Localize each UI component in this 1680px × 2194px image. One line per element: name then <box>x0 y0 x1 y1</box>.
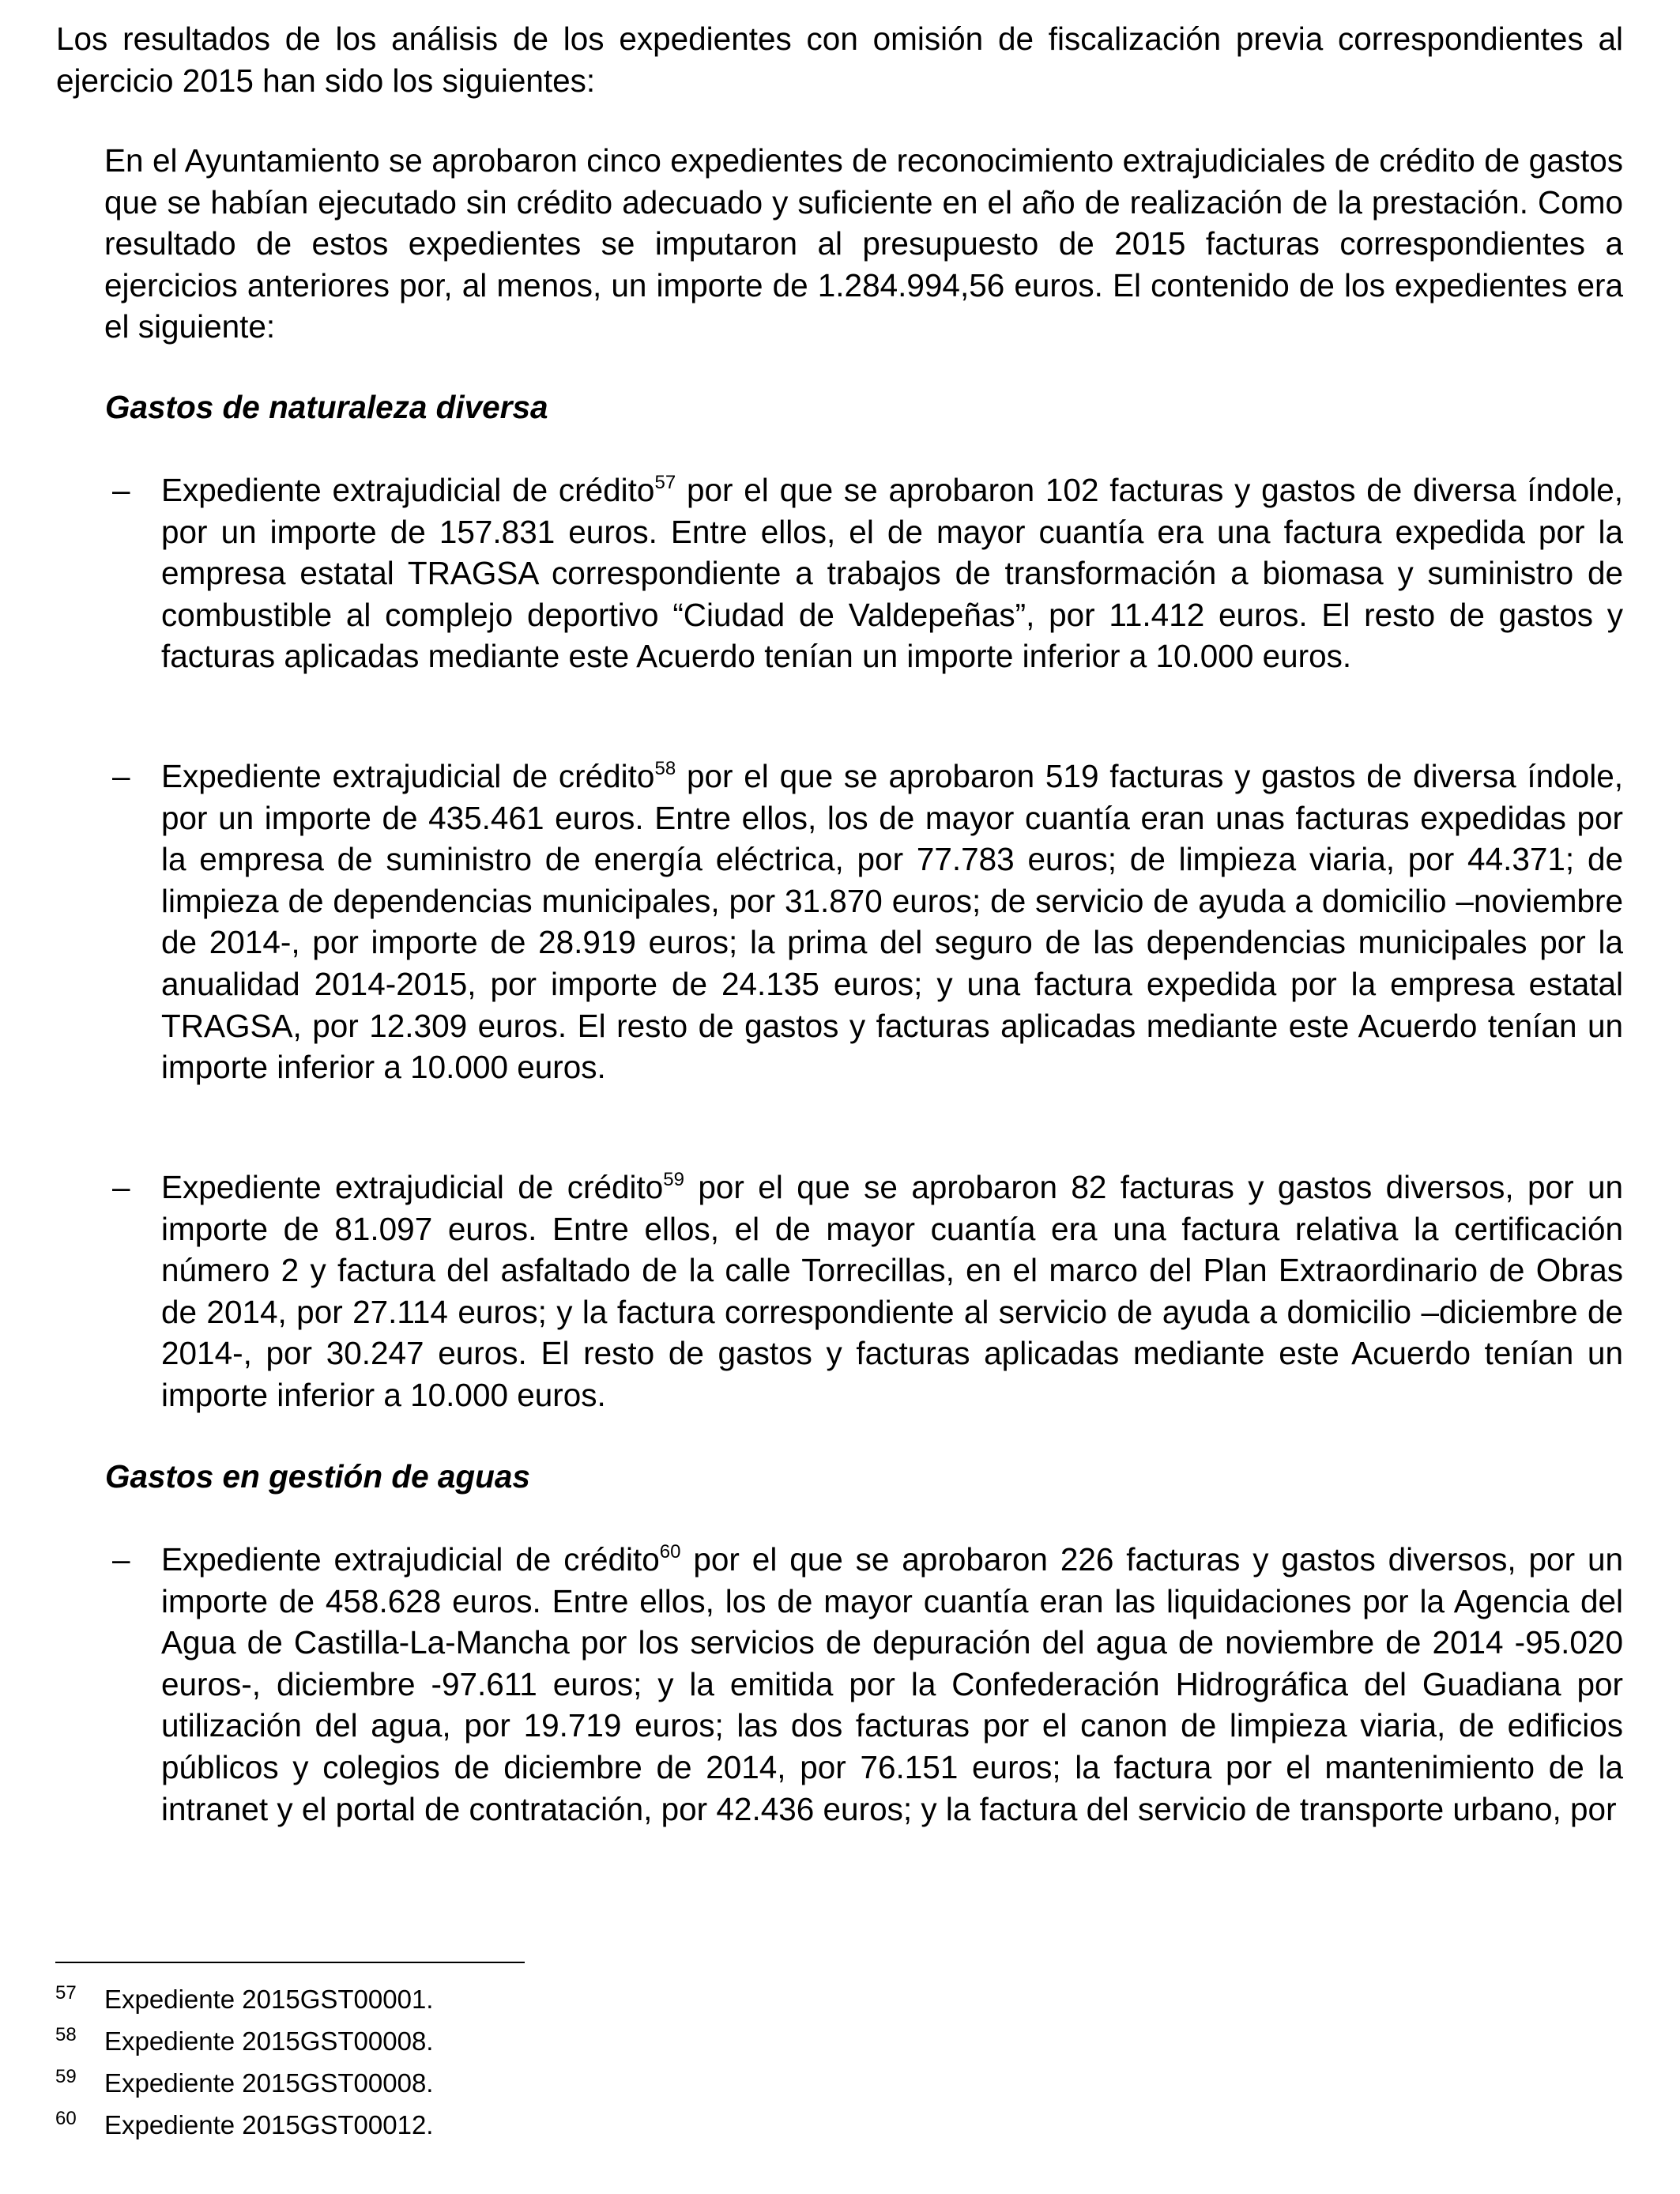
section-heading-gestion-aguas: Gastos en gestión de aguas <box>105 1458 530 1495</box>
footnote-reference: 59 <box>663 1169 684 1190</box>
bullet-lead: Expediente extrajudicial de crédito <box>161 758 655 794</box>
footnote-number: 57 <box>55 1982 77 2004</box>
bullet-text <box>161 469 1623 677</box>
footnote-reference: 60 <box>659 1541 681 1563</box>
bullet-text <box>161 756 1623 1088</box>
footnote-reference: 57 <box>654 472 676 493</box>
bullet-body: por el que se aprobaron 82 facturas y gastos diversos, por un importe de 81.097 euros. Entre ellos, el de mayor cuantía era una factura relativa la certificación número 2 y factura del asfaltado de la calle Torrecillas, en el marco del Plan Extraordinario de Obras de 2014, por 27.114 euros; y la factura correspondiente al servicio de ayuda a domicilio –diciembre de 2014-, por 30.247 euros. El resto de gastos y facturas aplicadas mediante este Acuerdo tenían un importe inferior a 10.000 euros. <box>161 1169 1623 1413</box>
bullet-lead: Expediente extrajudicial de crédito <box>161 472 655 508</box>
bullet-dash: – <box>112 1169 130 1205</box>
ayuntamiento-paragraph: En el Ayuntamiento se aprobaron cinco expedientes de reconocimiento extrajudiciales de crédito de gastos que se habían ejecutado sin crédito adecuado y suficiente en el año de realización de la prestación. Como resultado de estos expedientes se imputaron al presupuesto de 2015 facturas correspondientes a ejercicios anteriores por, al menos, un importe de 1.284.994,56 euros. El contenido de los expedientes era el siguiente: <box>104 142 1623 345</box>
footnote-text: Expediente 2015GST00008. <box>104 2026 434 2056</box>
bullet-dash: – <box>112 758 130 794</box>
footnote-text: Expediente 2015GST00008. <box>104 2068 434 2098</box>
intro-paragraph: Los resultados de los análisis de los expedientes con omisión de fiscalización previa correspondientes al ejercicio 2015 han sido los siguientes: <box>56 21 1623 99</box>
footnote-text: Expediente 2015GST00001. <box>104 1985 434 2014</box>
footnote-number: 58 <box>55 2024 77 2045</box>
bullet-body: por el que se aprobaron 519 facturas y gastos de diversa índole, por un importe de 435.461 euros. Entre ellos, los de mayor cuantía eran unas facturas expedidas por la empresa de suministro de energía eléctrica, por 77.783 euros; de limpieza viaria, por 44.371; de limpieza de dependencias municipales, por 31.870 euros; de servicio de ayuda a domicilio –noviembre de 2014-, por importe de 28.919 euros; la prima del seguro de las dependencias municipales por la anualidad 2014-2015, por importe de 24.135 euros; y una factura expedida por la empresa estatal TRAGSA, por 12.309 euros. El resto de gastos y facturas aplicadas mediante este Acuerdo tenían un importe inferior a 10.000 euros. <box>161 758 1623 1086</box>
bullet-lead: Expediente extrajudicial de crédito <box>161 1541 660 1578</box>
bullet-text <box>161 1539 1623 1830</box>
footnote-separator <box>55 1962 525 1963</box>
bullet-dash: – <box>112 472 130 508</box>
footnote-reference: 58 <box>654 758 676 779</box>
bullet-lead: Expediente extrajudicial de crédito <box>161 1169 664 1205</box>
footnote-text: Expediente 2015GST00012. <box>104 2110 434 2139</box>
bullet-body: por el que se aprobaron 226 facturas y gastos diversos, por un importe de 458.628 euros. Entre ellos, los de mayor cuantía eran las liquidaciones por la Agencia del Agua de Castilla-La-Mancha por los servicios de depuración del agua de noviembre de 2014 -95.020 euros-, diciembre -97.611 euros; y la emitida por la Confederación Hidrográfica del Guadiana por utilización del agua, por 19.719 euros; las dos facturas por el canon de limpieza viaria, de edificios públicos y colegios de diciembre de 2014, por 76.151 euros; la factura por el mantenimiento de la intranet y el portal de contratación, por 42.436 euros; y la factura del servicio de transporte urbano, por <box>161 1541 1623 1827</box>
footnote-number: 59 <box>55 2066 77 2087</box>
bullet-text <box>161 1167 1623 1416</box>
footnote-number: 60 <box>55 2108 77 2129</box>
bullet-dash: – <box>112 1541 130 1578</box>
bullet-body: por el que se aprobaron 102 facturas y gastos de diversa índole, por un importe de 157.831 euros. Entre ellos, el de mayor cuantía era una factura expedida por la empresa estatal TRAGSA correspondiente a trabajos de transformación a biomasa y suministro de combustible al complejo deportivo “Ciudad de Valdepeñas”, por 11.412 euros. El resto de gastos y facturas aplicadas mediante este Acuerdo tenían un importe inferior a 10.000 euros. <box>161 472 1623 675</box>
section-heading-naturaleza-diversa: Gastos de naturaleza diversa <box>105 389 548 425</box>
